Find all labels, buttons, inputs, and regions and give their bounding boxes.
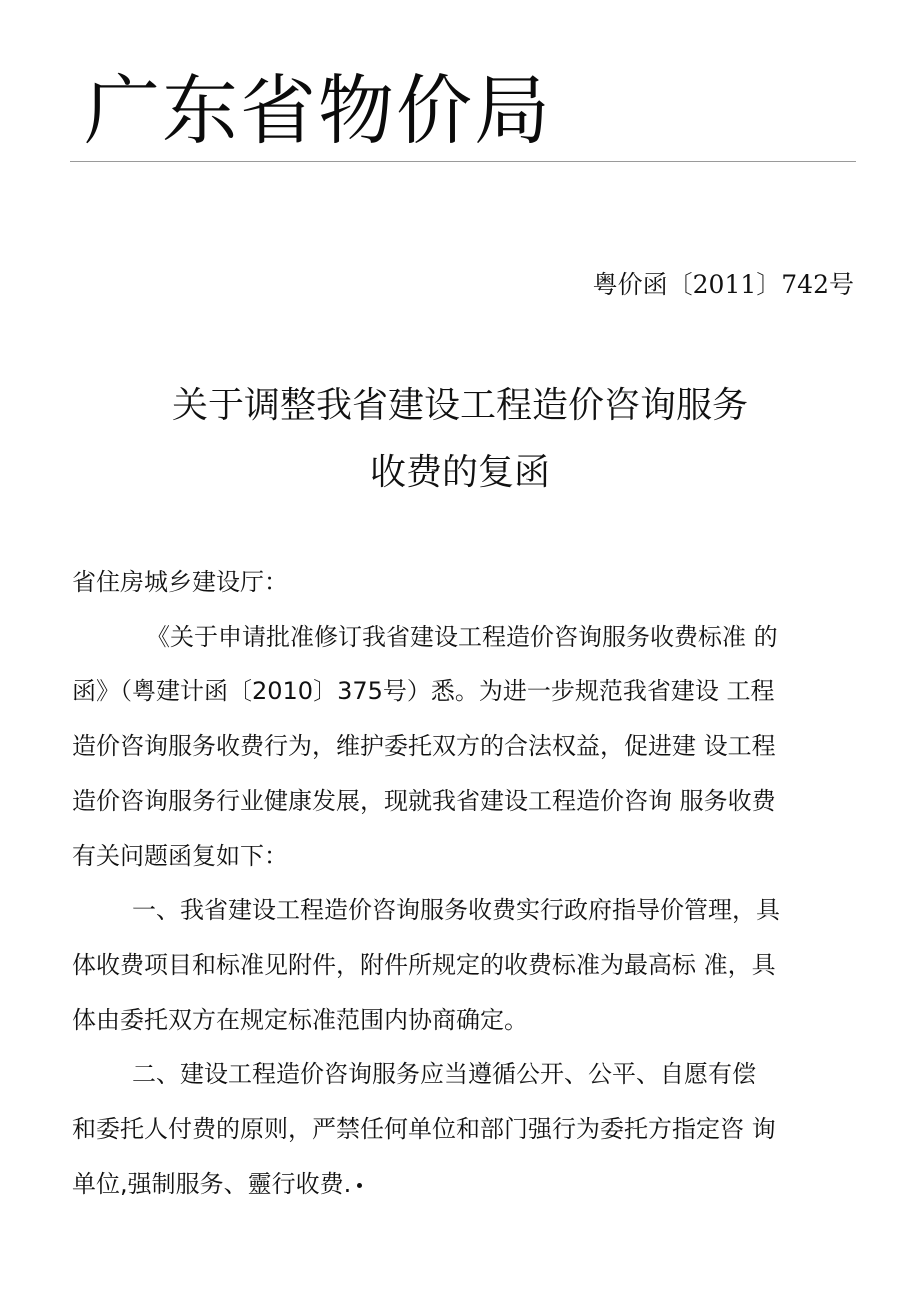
body-line: 二、建设工程造价咨询服务应当遵循公开、公平、自愿有偿 [132,1060,756,1088]
letterhead-divider [70,161,856,162]
body-line: 和委托人付费的原则，严禁任何单位和部门强行为委托方指定咨 询 [72,1115,776,1143]
document-number: 粤价函〔2011〕742号 [592,270,854,299]
body-line: 造价咨询服务收费行为，维护委托双方的合法权益，促进建 设工程 [72,732,776,760]
document-title-line-2: 收费的复函 [369,452,550,493]
document-title-line-1: 关于调整我省建设工程造价咨询服务 [171,385,748,426]
body-line: 造价咨询服务行业健康发展，现就我省建设工程造价咨询 服务收费 [72,787,776,815]
body-line: 体由委托双方在规定标准范围内协商确定。 [72,1006,528,1034]
body-line: 函》（粤建计函〔2010〕375号）悉。为进一步规范我省建设 工程 [72,677,775,705]
body-line: 一、我省建设工程造价咨询服务收费实行政府指导价管理，具 [132,896,780,924]
salutation: 省住房城乡建设厅： [72,568,288,596]
body-line-last [72,1167,848,1201]
body-line: 有关问题函复如下： [72,842,288,870]
body-line: 《关于申请批准修订我省建设工程造价咨询服务收费标准 的 [146,623,778,651]
body-line: 体收费项目和标准见附件，附件所规定的收费标准为最高标 准，具 [72,951,776,979]
bullet-dot [357,1183,362,1188]
body-line-text: 单位,强制服务、靈行收费. [72,1170,352,1198]
agency-letterhead: 广东省物价局 [84,66,552,155]
